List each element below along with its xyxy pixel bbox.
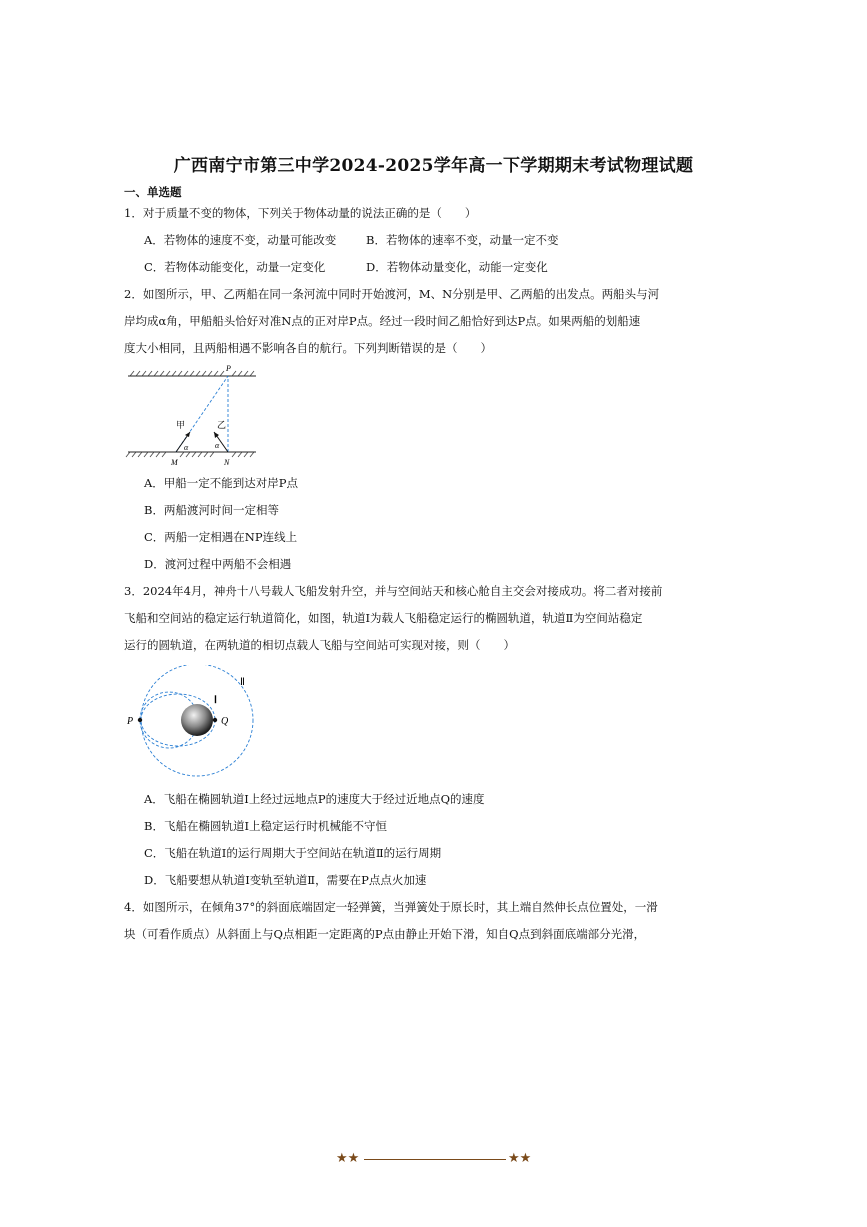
q2-option-a: A．甲船一定不能到达对岸P点 [144,476,299,490]
q3-option-b: B．飞船在椭圆轨道Ⅰ上稳定运行时机械能不守恒 [144,819,387,833]
q2-option-d: D．渡河过程中两船不会相遇 [144,557,292,571]
page-title: 广西南宁市第三中学2024-2025学年高一下学期期末考试物理试题 [173,156,694,176]
q3-option-d: D．飞船要想从轨道Ⅰ变轨至轨道Ⅱ，需要在P点点火加速 [144,873,427,887]
q4-stem-line2: 块（可看作质点）从斜面上与Q点相距一定距离的P点由静止开始下滑，知自Q点到斜面底端部分光滑， [124,927,646,941]
q1-option-a: A．若物体的速度不变，动量可能改变 [144,233,337,247]
q2-option-b: B．两船渡河时间一定相等 [144,503,279,517]
footer-star-icon-left: ★★ [336,1151,360,1166]
footer-star-icon-right: ★★ [508,1151,532,1166]
page-footer-ornament [336,1151,536,1167]
label-orbit-ii: Ⅱ [240,677,245,688]
bottom-bank-hatching [126,452,254,457]
q4-stem-line1: 4．如图所示，在倾角37°的斜面底端固定一轻弹簧，当弹簧处于原长时，其上端自然伸长点位置处，一滑 [124,900,658,914]
q2-stem-line3: 度大小相同，且两船相遇不影响各自的航行。下列判断错误的是（ ） [124,341,492,355]
top-bank-hatching [130,371,254,376]
q3-option-a: A．飞船在椭圆轨道Ⅰ上经过远地点P的速度大于经过近地点Q的速度 [144,792,485,806]
label-alpha-left: α [184,443,189,452]
q3-stem-line1: 3．2024年4月，神舟十八号载人飞船发射升空，并与空间站天和核心舱自主交会对接成功。将二者对接前 [124,584,663,598]
label-n: N [224,458,230,467]
river-crossing-diagram [122,362,262,470]
orbit-diagram [122,665,262,783]
q2-option-c: C．两船一定相遇在NP连线上 [144,530,298,544]
label-jia: 甲 [176,421,186,431]
q3-stem-line2: 飞船和空间站的稳定运行轨道简化，如图，轨道Ⅰ为载人飞船稳定运行的椭圆轨道，轨道Ⅱ为空间站稳定 [124,611,643,625]
q1-option-b: B．若物体的速率不变，动量一定不变 [366,233,559,247]
label-p: P [226,364,231,373]
q3-option-c: C．飞船在轨道Ⅰ的运行周期大于空间站在轨道Ⅱ的运行周期 [144,846,442,860]
q1-stem: 1．对于质量不变的物体，下列关于物体动量的说法正确的是（ ） [124,206,477,220]
earth-icon [181,704,213,736]
q1-option-c: C．若物体动能变化，动量一定变化 [144,260,326,274]
q1-option-d: D．若物体动量变化，动能一定变化 [366,260,548,274]
q2-stem-line1: 2．如图所示，甲、乙两船在同一条河流中同时开始渡河，M、N分别是甲、乙两船的出发点。两船头与河 [124,287,660,301]
label-m: M [171,458,178,467]
label-q: Q [221,716,229,727]
point-p-marker [138,718,142,722]
label-alpha-right: α [215,441,220,450]
section-heading: 一、单选题 [124,185,182,199]
label-orbit-i: Ⅰ [214,695,217,706]
q2-stem-line2: 岸均成α角，甲船船头恰好对准N点的正对岸P点。经过一段时间乙船恰好到达P点。如果两船的划船速 [124,314,641,328]
label-yi: 乙 [217,421,227,431]
point-q-marker [213,718,217,722]
label-p: P [127,716,134,727]
q3-stem-line3: 运行的圆轨道，在两轨道的相切点载人飞船与空间站可实现对接，则（ ） [124,638,515,652]
footer-rule [364,1159,506,1160]
